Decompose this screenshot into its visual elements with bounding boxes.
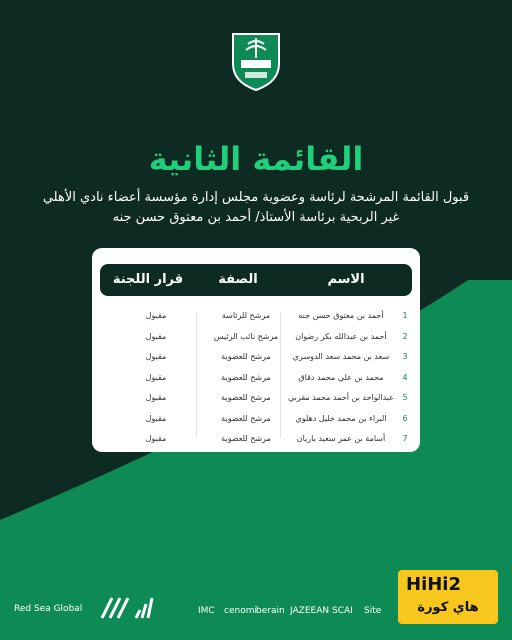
table-row (100, 327, 412, 347)
sponsor-logo: Red Sea Global (14, 604, 83, 614)
table-row (100, 347, 412, 367)
header-name: الاسم (327, 272, 365, 287)
candidate-role: مرشح للعضوية (221, 413, 271, 423)
candidate-name: عبدالواحد بن أحمد محمد مقربي (288, 393, 394, 402)
sponsor-logo: SCAI (332, 606, 353, 616)
candidate-role: مرشح للعضوية (221, 352, 271, 361)
candidate-name: سعد بن محمد سعد الدوسري (292, 352, 390, 361)
candidate-name: أسامة بن عمر سعيد باريان (296, 434, 386, 443)
candidate-name: أحمد بن معتوق حسن جنه (298, 311, 384, 320)
watermark-top-text: HiHi2 (406, 574, 461, 595)
sponsor-logo: IMC (198, 606, 215, 616)
subtitle-line-1: قبول القائمة المرشحة لرئاسة وعضوية مجلس إدارة مؤسسة أعضاء نادي الأهلي (42, 190, 470, 205)
candidate-name: البراء بن محمد خليل دهلوي (295, 413, 387, 423)
committee-decision: مقبول (145, 434, 167, 443)
candidate-role: مرشح للعضوية (221, 434, 271, 443)
committee-decision: مقبول (145, 352, 167, 361)
sponsor-logo: JAZEEAN (290, 606, 330, 616)
candidate-role: مرشح للرئاسة (221, 311, 271, 320)
candidate-role: مرشح للعضوية (221, 393, 271, 402)
row-number: 4 (402, 372, 408, 382)
kit-logo-icon (96, 594, 156, 622)
candidate-name: محمد بن علي محمد دقاق (298, 372, 384, 382)
sponsor-logo: Site (364, 606, 382, 616)
header-role: الصفة (218, 272, 258, 287)
table-row (100, 368, 412, 388)
watermark-bottom-text: هاي كورة (417, 600, 479, 615)
candidates-table (92, 248, 420, 452)
row-number: 5 (402, 393, 408, 402)
candidate-name: أحمد بن عبدالله بكر رضوان (295, 331, 387, 341)
row-number: 7 (402, 434, 408, 443)
table-row (100, 306, 412, 326)
committee-decision: مقبول (145, 311, 167, 320)
table-header (100, 264, 412, 296)
table-row (100, 409, 412, 429)
sponsor-logo: cenomi (224, 606, 257, 616)
committee-decision: مقبول (145, 331, 167, 341)
table-row (100, 429, 412, 449)
club-logo (229, 30, 283, 92)
sponsor-logo: berain (256, 606, 285, 616)
header-decision: قرار اللجنة (112, 272, 184, 287)
candidate-role: مرشح للعضوية (221, 372, 271, 382)
subtitle-line-2: غير الربحية برئاسة الأستاذ/ أحمد بن معتوق حسن جنه (112, 210, 400, 225)
watermark-logo (398, 570, 498, 624)
committee-decision: مقبول (145, 413, 167, 423)
committee-decision: مقبول (145, 393, 167, 402)
page-title: القائمة الثانية (148, 140, 364, 178)
row-number: 2 (402, 331, 408, 341)
row-number: 3 (402, 352, 408, 361)
committee-decision: مقبول (145, 372, 167, 382)
row-number: 1 (402, 311, 408, 320)
row-number: 6 (402, 413, 408, 423)
candidate-role: مرشح نائب الرئيس (213, 331, 279, 341)
table-row (100, 388, 412, 408)
